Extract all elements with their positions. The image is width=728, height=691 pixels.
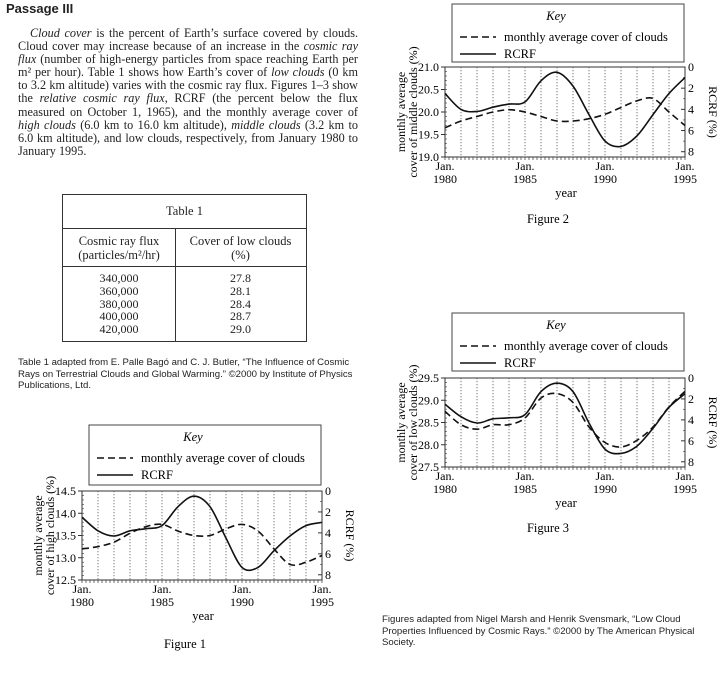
y-left-axis-label [394,46,420,177]
series-line-rcrf [445,383,685,453]
y-left-axis-label-line: monthly average [394,382,408,463]
x-tick-label-month: Jan. [152,582,172,596]
x-tick-label-year: 1990 [593,482,617,496]
x-tick-label-month: Jan. [595,159,615,173]
y-right-tick-label: 4 [688,412,694,427]
y-right-tick-label: 6 [688,123,694,138]
key-solid-label: RCRF [141,468,173,482]
x-tick-label-year: 1980 [70,595,94,609]
x-axis-label: year [555,186,577,200]
figure-3 [394,313,720,535]
x-tick-label-month: Jan. [515,159,535,173]
table-header-cover-line2: (%) [231,248,250,262]
y-right-axis-label: RCRF (%) [343,509,357,562]
series-line-rcrf [82,496,322,570]
y-right-tick-label: 0 [688,371,694,385]
x-tick-label-month: Jan. [515,469,535,483]
key-dashed-label: monthly average cover of clouds [141,451,305,465]
x-axis-label: year [555,496,577,510]
table-cell-cover: 28.1 [230,283,251,298]
x-tick-label-month: Jan. [435,469,455,483]
passage-title: Passage III [6,1,74,16]
x-axis-label: year [192,609,214,623]
x-tick-label-year: 1980 [433,172,457,186]
y-left-tick-label: 14.0 [55,506,76,521]
table-cell-cover: 29.0 [230,322,251,337]
y-left-tick-label: 13.0 [55,550,76,565]
y-left-axis-label-line: cover of low clouds (%) [406,364,420,481]
y-right-axis-label: RCRF (%) [706,86,720,138]
plot-frame [445,67,685,157]
series-line-cloud-cover [445,98,685,128]
y-right-tick-label: 2 [688,81,694,96]
key-dashed-label: monthly average cover of clouds [504,339,668,353]
table-cell-flux: 360,000 [99,283,139,298]
key-solid-label: RCRF [504,47,536,61]
y-right-tick-label: 0 [325,484,331,498]
y-left-axis-label-line: monthly average [31,495,45,576]
x-tick-label-year: 1980 [433,482,457,496]
x-tick-label-month: Jan. [675,159,695,173]
figure-label: Figure 2 [526,212,570,226]
y-left-tick-label: 29.5 [418,371,439,385]
table-caption: Table 1 adapted from E. Palle Bagó and C. J. Butler, “The Influence of Cosmic Rays on Terrestrial Clouds and Global Warming.” ©2000 by Institute of Physics Publications, Ltd. [18,357,353,392]
passage-text: Cloud cover is the percent of Earth’s surface covered by clouds. Cloud cover may increase because of an increase in the cosmic ray flux (number of high-energy particles from space reaching Earth per m² per hour). Table 1 shows how Earth’s cover of low clouds (0 km to 3.2 km altitude) varies with the cosmic ray flux. Figures 1–3 show the relative cosmic ray flux, RCRF (the percent below the flux measured on October 1, 1965), and the monthly average cover of high clouds (6.0 km to 16.0 km altitude), middle clouds (3.2 km to 6.0 km altitude), and low clouds, respectively, from January 1980 to January 1995. [18,26,359,158]
x-tick-label-month: Jan. [312,582,332,596]
y-left-axis-label [394,365,420,481]
table-header-cover-line1: Cover of low clouds [189,234,292,248]
x-tick-label-month: Jan. [675,469,695,483]
figure-label: Figure 3 [526,521,570,535]
y-right-tick-label: 4 [325,525,331,540]
y-right-tick-label: 0 [688,60,694,74]
y-left-axis-label [31,476,57,595]
y-left-tick-label: 19.0 [418,150,439,164]
x-tick-label-year: 1995 [673,172,697,186]
x-tick-label-year: 1990 [230,595,254,609]
y-left-axis-label-line: cover of high clouds (%) [43,475,57,596]
figures-caption: Figures adapted from Nigel Marsh and Henrik Svensmark, “Low Cloud Properties Influenced by Cosmic Rays.” ©2000 by The American Physical Society. [382,614,695,649]
table-title: Table 1 [166,204,203,218]
y-left-tick-label: 13.5 [55,528,76,543]
x-tick-label-month: Jan. [595,469,615,483]
figure-1 [31,425,357,651]
y-right-tick-label: 8 [325,567,331,582]
y-left-tick-label: 14.5 [55,484,76,498]
y-right-axis-label: RCRF (%) [706,396,720,449]
y-left-tick-label: 28.0 [418,437,439,452]
x-tick-label-year: 1990 [593,172,617,186]
x-tick-label-month: Jan. [435,159,455,173]
table-cell-cover: 27.8 [230,271,251,285]
x-tick-label-month: Jan. [72,582,92,596]
x-tick-label-year: 1995 [310,595,334,609]
key-title: Key [546,318,566,332]
series-line-rcrf [445,72,685,147]
key-dashed-label: monthly average cover of clouds [504,30,668,44]
y-right-tick-label: 8 [688,454,694,469]
y-right-tick-label: 2 [688,391,694,406]
table-header-flux-line1: Cosmic ray flux [78,234,160,248]
y-left-axis-label-line: monthly average [394,71,408,153]
table-cell-flux: 400,000 [99,309,139,324]
y-right-tick-label: 6 [688,433,694,448]
x-tick-label-year: 1985 [513,172,537,186]
table-cell-flux: 340,000 [99,271,139,285]
x-tick-label-year: 1985 [513,482,537,496]
y-right-tick-label: 2 [325,504,331,519]
key-title: Key [183,430,203,444]
y-left-tick-label: 21.0 [418,60,439,74]
y-left-tick-label: 19.5 [418,127,439,142]
table-cell-flux: 420,000 [99,322,139,337]
x-tick-label-year: 1995 [673,482,697,496]
y-left-tick-label: 28.5 [418,415,439,430]
key-solid-label: RCRF [504,356,536,370]
y-left-tick-label: 20.0 [418,105,439,119]
y-right-tick-label: 8 [688,144,694,159]
y-left-axis-label-line: cover of middle clouds (%) [406,46,420,178]
x-tick-label-year: 1985 [150,595,174,609]
y-left-tick-label: 20.5 [418,82,439,97]
y-left-tick-label: 27.5 [418,460,439,474]
series-line-cloud-cover [445,391,685,447]
table-header-flux-line2: (particles/m²/hr) [78,248,160,262]
x-tick-label-month: Jan. [232,582,252,596]
table-cell-cover: 28.4 [230,296,251,311]
table-cell-cover: 28.7 [230,309,251,324]
y-right-tick-label: 6 [325,546,331,561]
y-left-tick-label: 12.5 [55,573,76,587]
figure-label: Figure 1 [163,637,207,651]
y-left-tick-label: 29.0 [418,393,439,408]
key-title: Key [546,9,566,23]
y-right-tick-label: 4 [688,102,694,117]
table-cell-flux: 380,000 [99,296,139,311]
figure-2 [394,4,720,226]
series-line-cloud-cover [82,524,322,565]
